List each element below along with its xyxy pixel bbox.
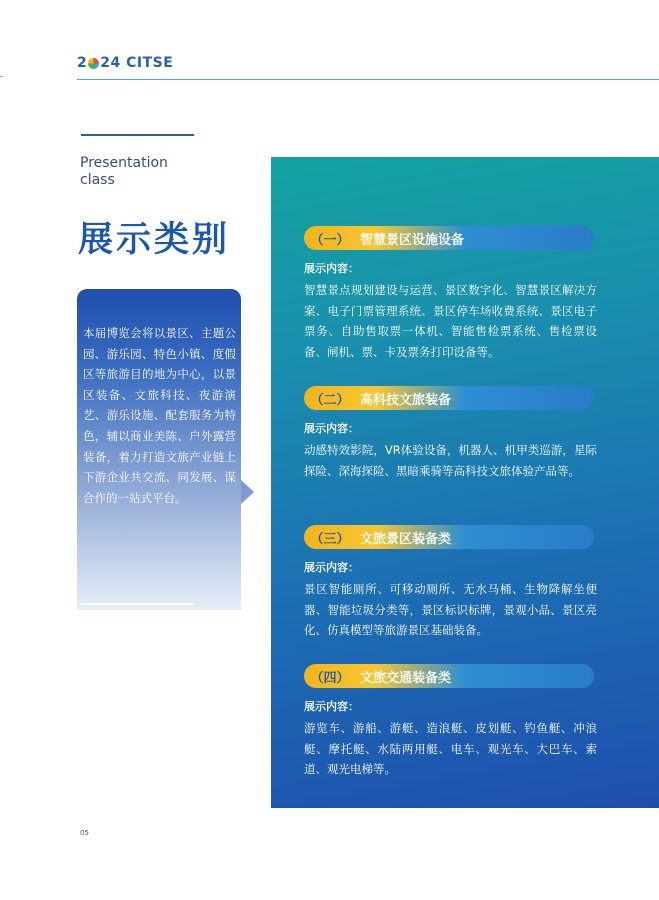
title-rule-top [81, 134, 194, 136]
category-number: （三） [310, 531, 350, 547]
category-section-3 [304, 525, 604, 641]
event-logo [77, 55, 173, 71]
category-title: 高科技文旅装备 [360, 392, 452, 408]
category-number: （四） [310, 670, 350, 686]
page-number: 05 [80, 829, 89, 837]
content-label: 展示内容： [304, 561, 359, 574]
category-number: （二） [310, 392, 350, 408]
category-heading [304, 664, 594, 688]
intro-paragraph: 本届博览会将以景区、主题公园、游乐园、特色小镇、度假区等旅游目的地为中心，以景区装备、文旅科技、夜游演艺、游乐设施、配套服务为特色，辅以商业美陈、户外露营装备，着力打造文旅产业链上下游企业共交流、同发展、谋合作的一站式平台。 [83, 326, 236, 505]
intro-panel-arrow [241, 480, 254, 504]
intro-rule-bottom [81, 603, 194, 605]
logo-suffix: 24 CITSE [100, 55, 174, 71]
header-divider [77, 79, 659, 80]
page-title: 展示类别 [78, 220, 231, 260]
content-label: 展示内容： [304, 422, 359, 435]
category-description: 景区智能厕所、可移动厕所、无水马桶、生物降解坐便器、智能垃圾分类等，景区标识标牌，景观小品、景区亮化、仿真模型等旅游景区基础装备。 [304, 582, 597, 637]
category-heading [304, 226, 594, 250]
category-description: 游览车、游船、游艇、造浪艇、皮划艇、钓鱼艇、冲浪艇、摩托艇、水陆两用艇、电车、观光车、大巴车、索道、观光电梯等。 [304, 721, 597, 776]
category-title: 文旅景区装备类 [360, 531, 452, 547]
category-title: 文旅交通装备类 [360, 670, 452, 686]
category-section-1 [304, 226, 604, 362]
category-section-2 [304, 386, 604, 481]
category-description: 智慧景点规划建设与运营、景区数字化、智慧景区解决方案、电子门票管理系统、景区停车场收费系统、景区电子票务、自助售取票一体机、智能售检票系统、售检票设备、闸机、票、卡及票务打印设备等。 [304, 283, 597, 359]
category-heading [304, 525, 594, 549]
category-title: 智慧景区设施设备 [360, 232, 465, 248]
english-subtitle: Presentation class [80, 155, 168, 188]
category-description: 动感特效影院，VR体验设备，机器人、机甲类巡游，星际探险、深海探险、黑暗乘骑等高科技文旅体验产品等。 [304, 443, 597, 478]
category-heading [304, 386, 594, 410]
content-label: 展示内容： [304, 262, 359, 275]
logo-prefix: 2 [77, 55, 88, 71]
crop-mark [0, 76, 3, 77]
category-section-4 [304, 664, 604, 780]
logo-globe-icon [88, 58, 99, 69]
content-label: 展示内容： [304, 700, 359, 713]
category-number: （一） [310, 232, 350, 248]
